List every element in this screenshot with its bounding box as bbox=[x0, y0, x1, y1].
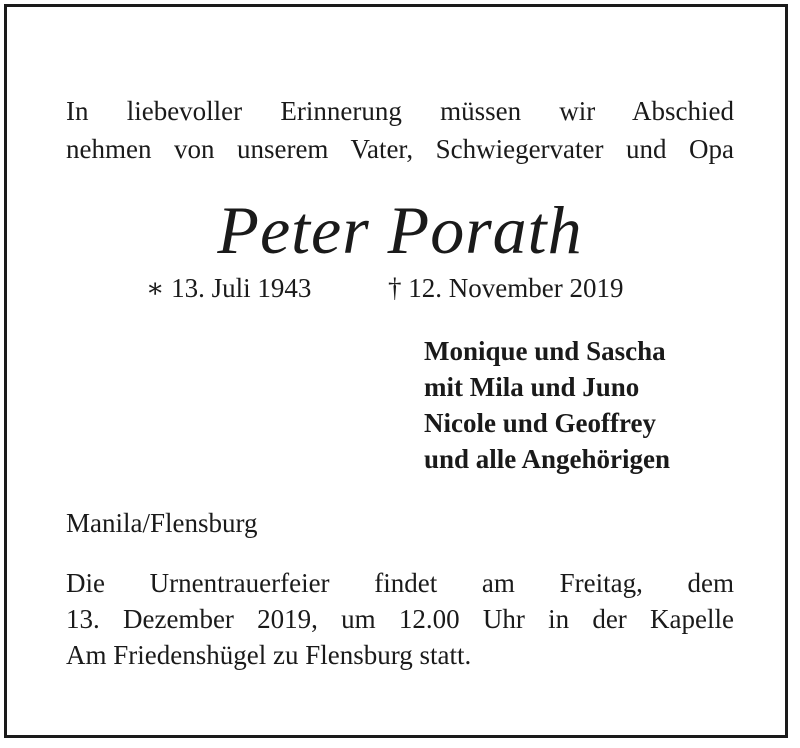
intro-text bbox=[66, 92, 734, 168]
place-text: Manila/Flensburg bbox=[66, 508, 258, 538]
notice-line-2: 13. Dezember 2019, um 12.00 Uhr in der Kapelle bbox=[66, 604, 734, 634]
notice-line-3: Am Friedenshügel zu Flensburg statt. bbox=[66, 640, 472, 670]
deceased-name: Peter Porath bbox=[217, 192, 583, 268]
intro-line-2: nehmen von unserem Vater, Schwiegervater und Opa bbox=[66, 134, 734, 164]
family-signatures bbox=[424, 333, 670, 477]
family-line-1: Monique und Sascha bbox=[424, 336, 666, 366]
ceremony-notice bbox=[66, 565, 734, 673]
birth-date: ∗ 13. Juli 1943 bbox=[146, 273, 312, 303]
family-line-3: Nicole und Geoffrey bbox=[424, 408, 656, 438]
family-line-2: mit Mila und Juno bbox=[424, 372, 640, 402]
intro-line-1: In liebevoller Erinnerung müssen wir Abschied bbox=[66, 96, 734, 126]
family-line-4: und alle Angehörigen bbox=[424, 444, 671, 474]
notice-line-1: Die Urnentrauerfeier findet am Freitag, dem bbox=[66, 568, 734, 598]
death-date: † 12. November 2019 bbox=[388, 273, 624, 303]
